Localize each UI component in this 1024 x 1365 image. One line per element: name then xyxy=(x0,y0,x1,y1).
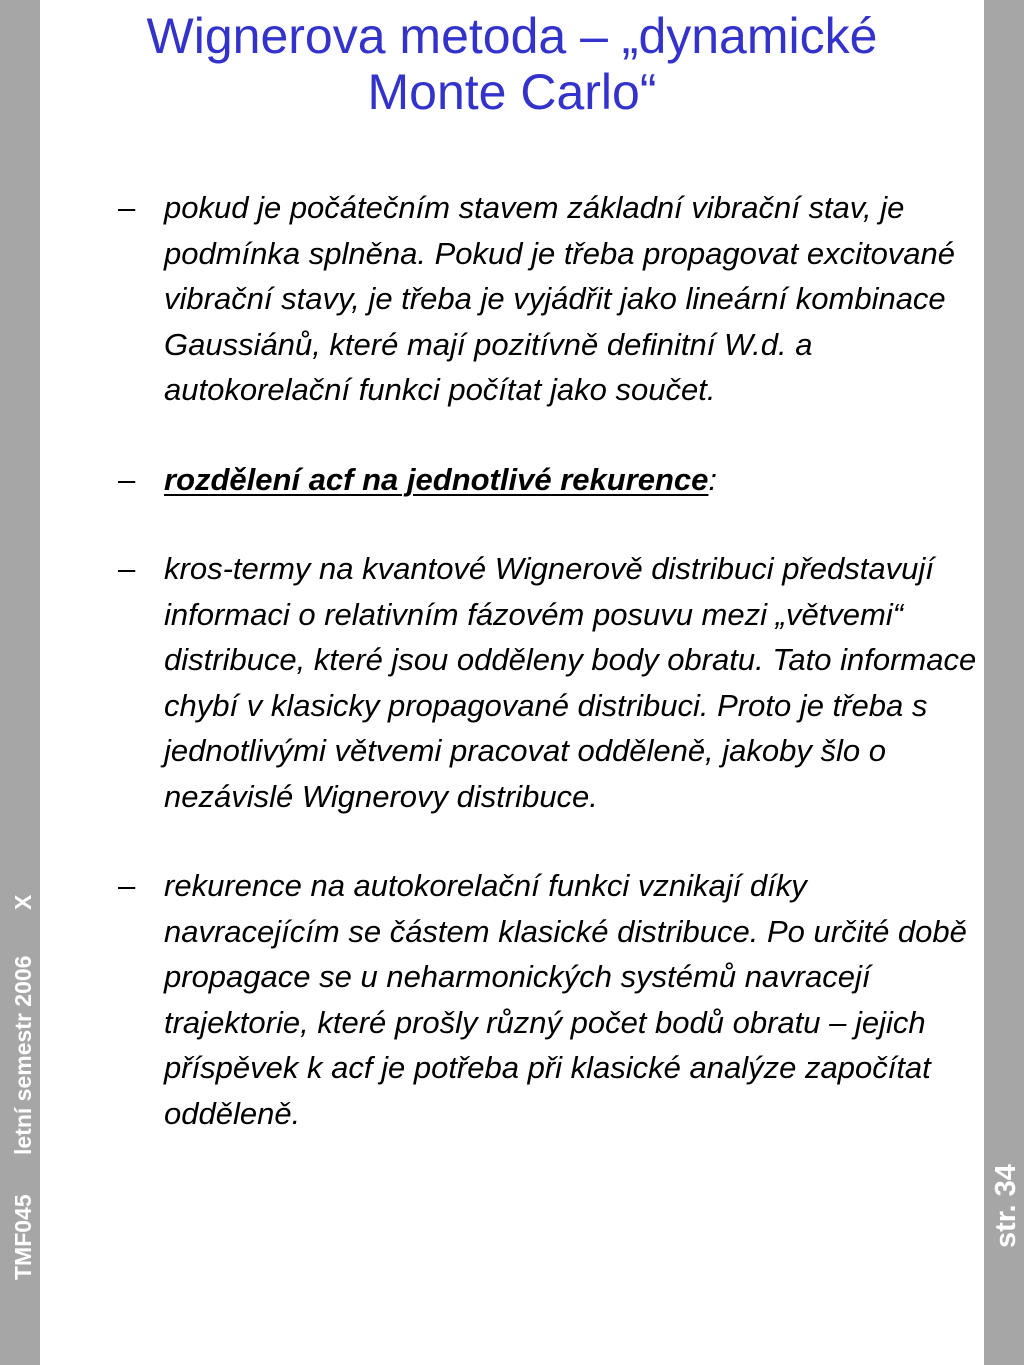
bullet-dash: – xyxy=(118,551,136,586)
bullet-text: kros-termy na kvantové Wignerově distribuci představují informaci o relativním fázovém posuvu mezi „větvemi“ distribuce, které jsou odděleny body obratu. Tato informace chybí v klasicky propagované distribuci. Proto je třeba s jednotlivými větvemi pracovat odděleně, jakoby šlo o nezávislé Wignerovy distribuce. xyxy=(164,551,977,814)
bullet-heading-emphasis: rozdělení acf na jednotlivé rekurence xyxy=(164,461,709,497)
title-line-2: Monte Carlo“ xyxy=(367,64,657,120)
bullet-item xyxy=(118,863,978,1136)
bullet-text: rekurence na autokorelační funkci vznikají díky navracejícím se částem klasické distribuce. Po určité době propagace se u neharmonických systémů navracejí trajektorie, které prošly různý počet bodů obratu – jejich příspěvek k acf je potřeba při klasické analýze započítat odděleně. xyxy=(164,868,967,1131)
course-code: TMF045 xyxy=(10,1194,36,1280)
marker-label: X xyxy=(10,894,36,910)
bullet-item xyxy=(118,185,978,413)
bullet-text: pokud je počátečním stavem základní vibrační stav, je podmínka splněna. Pokud je třeba propagovat excitované vibrační stavy, je třeba je vyjádřit jako lineární kombinace Gaussiánů, které mají pozitívně definitní W.d. a autokorelační funkci počítat jako součet. xyxy=(164,190,956,407)
slide-title xyxy=(40,8,984,120)
bullet-list xyxy=(118,185,978,1136)
bullet-dash: – xyxy=(118,461,136,497)
bullet-dash: – xyxy=(118,190,136,225)
bullet-dash: – xyxy=(118,868,136,903)
bullet-item xyxy=(118,457,978,503)
bullet-item xyxy=(118,546,978,819)
title-line-1: Wignerova metoda – „dynamické xyxy=(146,8,878,64)
left-sidebar xyxy=(0,0,40,1365)
right-sidebar xyxy=(984,0,1024,1365)
page-number: str. 34 xyxy=(990,1164,1022,1248)
semester-label: letní semestr 2006 xyxy=(10,955,36,1155)
bullet-heading-colon: : xyxy=(708,461,718,497)
